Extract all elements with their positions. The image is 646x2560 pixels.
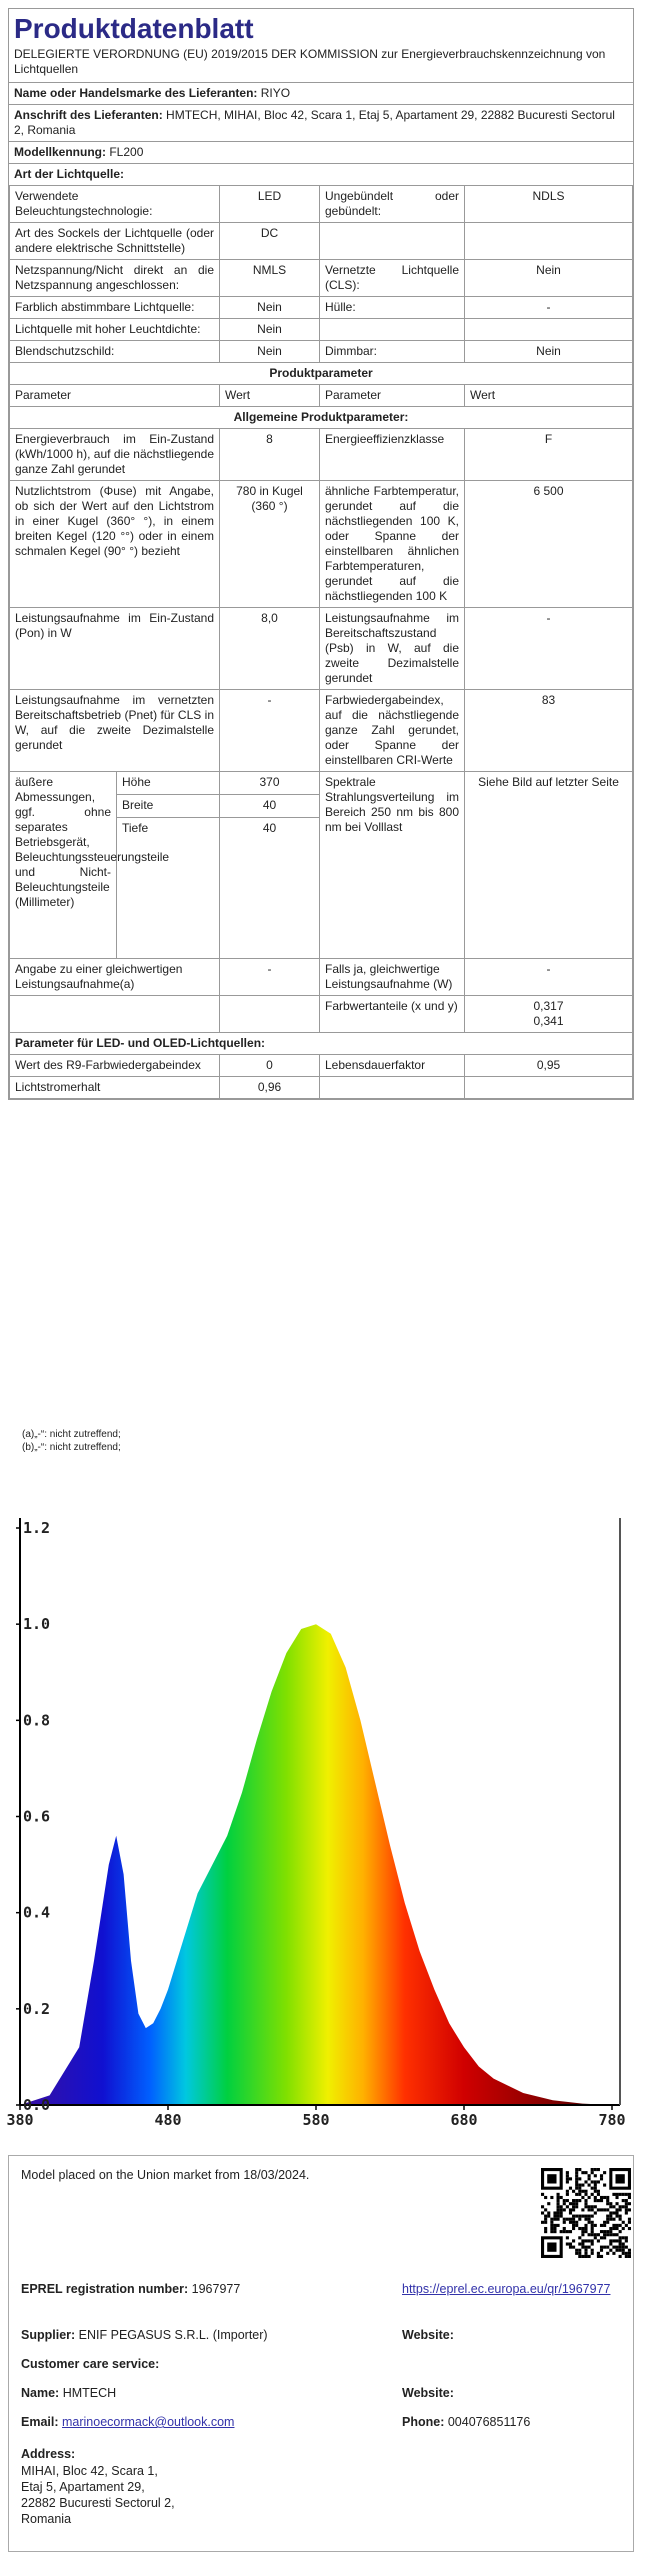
type-label-2 [320, 319, 465, 341]
website-2-label: Website: [402, 2386, 454, 2400]
type-row [10, 260, 633, 297]
height-value: 370 [220, 772, 320, 795]
parameter-value: - [220, 690, 320, 772]
dimensions-label: äußere Abmessungen, ggf. ohne separates Betriebsgerät, Beleuchtungssteuerungsteile und Nicht-Beleuchtungsteile (Millimeter) [10, 772, 117, 959]
equivalent-power-if-value: - [465, 959, 633, 996]
parameter-row [10, 690, 633, 772]
parameter-value: 8,0 [220, 608, 320, 690]
y-tick-label: 0.4 [23, 1903, 51, 1922]
lumen-maintenance-value: 0,96 [220, 1077, 320, 1099]
x-tick-label: 580 [302, 2111, 330, 2129]
x-tick-label: 780 [598, 2111, 626, 2129]
y-tick-label: 0.6 [23, 1807, 51, 1826]
chromaticity-x: 0,317 [533, 999, 564, 1013]
parameter-value: 780 in Kugel (360 °) [220, 481, 320, 608]
trademark-label: Name oder Handelsmarke des Lieferanten: [14, 86, 258, 100]
parameter-label: Nutzlichtstrom (Φuse) mit Angabe, ob sich der Wert auf den Lichtstrom in einer Kugel (360° °), in einem breiten Kegel (120 °°) oder in einem schmalen Kegel (90° °) bezieht [10, 481, 220, 608]
model-row [9, 141, 633, 163]
eprel-number: 1967977 [191, 2282, 241, 2296]
led-parameters-heading: Parameter für LED- und OLED-Lichtquellen: [10, 1033, 633, 1055]
website-label: Website: [402, 2328, 454, 2342]
name-value: HMTECH [62, 2386, 117, 2400]
r9-label: Wert des R9-Farbwiedergabeindex [10, 1055, 220, 1077]
qr-code-icon [541, 2168, 631, 2258]
parameter-label-2: Energieeffizienzklasse [320, 429, 465, 481]
depth-label: Tiefe [117, 818, 220, 841]
type-label: Verwendete Beleuchtungstechnologie: [10, 186, 220, 223]
equivalent-power-if-label: Falls ja, gleichwertige Leistungsaufnahme (W) [320, 959, 465, 996]
type-value: Nein [220, 297, 320, 319]
address-block [21, 2463, 175, 2527]
type-value: DC [220, 223, 320, 260]
col-header-value-2: Wert [465, 385, 633, 407]
email-label: Email: [21, 2415, 59, 2429]
width-value: 40 [220, 795, 320, 818]
type-row [10, 319, 633, 341]
depth-value: 40 [220, 818, 320, 841]
parameter-row [10, 481, 633, 608]
col-header-param-2: Parameter [320, 385, 465, 407]
model-label: Modellkennung: [14, 145, 106, 159]
col-header-param-1: Parameter [10, 385, 220, 407]
address-heading: Address: [21, 2447, 76, 2461]
supplier-label: Supplier: [21, 2328, 76, 2342]
type-label-2: Dimmbar: [320, 341, 465, 363]
survival-factor-value: 0,95 [465, 1055, 633, 1077]
eprel-info-card [8, 2155, 634, 2552]
parameter-row [10, 429, 633, 481]
market-placement-text: Model placed on the Union market from 18/03/2024. [21, 2168, 310, 2182]
phone-value: 004076851176 [447, 2415, 531, 2429]
survival-factor-label: Lebensdauerfaktor [320, 1055, 465, 1077]
type-label: Blendschutzschild: [10, 341, 220, 363]
type-value-2: NDLS [465, 186, 633, 223]
type-value: LED [220, 186, 320, 223]
address-label: Anschrift des Lieferanten: [14, 108, 163, 122]
parameter-label: Energieverbrauch im Ein-Zustand (kWh/1000 h), auf die nächstliegende ganze Zahl gerundet [10, 429, 220, 481]
parameter-value-2: 83 [465, 690, 633, 772]
type-row [10, 186, 633, 223]
equivalent-power-value: - [220, 959, 320, 996]
type-value: Nein [220, 319, 320, 341]
address-line: Romania [21, 2512, 72, 2526]
parameter-row [10, 608, 633, 690]
light-source-type-table [9, 185, 633, 363]
page-title: Produktdatenblatt [14, 13, 254, 44]
chromaticity-value [465, 996, 633, 1033]
parameter-label: Leistungsaufnahme im vernetzten Bereitschaftsbetrieb (Pnet) für CLS in W, auf die zweite Dezimalstelle gerundet [10, 690, 220, 772]
x-tick-label: 380 [6, 2111, 34, 2129]
spectral-distribution-label: Spektrale Strahlungsverteilung im Bereich 250 nm bis 800 nm bei Volllast [320, 772, 465, 959]
footnote-b: (b)„-“: nicht zutreffend; [22, 1442, 121, 1453]
chromaticity-y: 0,341 [533, 1014, 564, 1028]
supplier-value: ENIF PEGASUS S.R.L. (Importer) [78, 2328, 268, 2342]
type-value-2: - [465, 297, 633, 319]
customer-care-label: Customer care service: [21, 2357, 160, 2371]
parameter-value-2: - [465, 608, 633, 690]
address-line: 22882 Bucuresti Sectorul 2, [21, 2496, 175, 2510]
type-label: Lichtquelle mit hoher Leuchtdichte: [10, 319, 220, 341]
eprel-link[interactable]: https://eprel.ec.europa.eu/qr/1967977 [402, 2282, 611, 2296]
width-label: Breite [117, 795, 220, 818]
product-data-sheet [8, 8, 634, 1100]
supplier-address-row [9, 104, 633, 141]
type-value-2 [465, 223, 633, 260]
spectral-distribution-chart [0, 1500, 646, 2140]
address-line: Etaj 5, Apartament 29, [21, 2480, 145, 2494]
type-label-2: Hülle: [320, 297, 465, 319]
type-label: Art des Sockels der Lichtquelle (oder andere elektrische Schnittstelle) [10, 223, 220, 260]
type-value-2: Nein [465, 260, 633, 297]
type-value-2: Nein [465, 341, 633, 363]
type-row [10, 341, 633, 363]
y-tick-label: 1.2 [23, 1519, 51, 1537]
chromaticity-label: Farbwertanteile (x und y) [320, 996, 465, 1033]
product-parameters-heading: Produktparameter [10, 363, 633, 385]
type-label-2 [320, 223, 465, 260]
address-value: HMTECH, MIHAI, Bloc 42, Scara 1, Etaj 5, Apartament 29, 22882 Bucuresti Sectorul 2, Romania [14, 108, 615, 137]
y-tick-label: 0.2 [23, 1999, 51, 2018]
name-label: Name: [21, 2386, 60, 2400]
parameter-label-2: Leistungsaufnahme im Bereitschaftszustand (Psb) in W, auf die zweite Dezimalstelle gerundet [320, 608, 465, 690]
lumen-maintenance-label: Lichtstromerhalt [10, 1077, 220, 1099]
type-row [10, 223, 633, 260]
footnote-a: (a)„-“: nicht zutreffend; [22, 1429, 121, 1440]
spectral-distribution-value: Siehe Bild auf letzter Seite [465, 772, 633, 959]
product-parameters-table [9, 362, 633, 1099]
y-tick-label: 0.8 [23, 1711, 51, 1730]
parameter-label-2: ähnliche Farbtemperatur, gerundet auf die nächstliegenden 100 K, oder Spanne der einstellbaren ähnlichen Farbtemperaturen, gerundet auf die nächstliegenden 100 K [320, 481, 465, 608]
type-row [10, 297, 633, 319]
height-label: Höhe [117, 772, 220, 795]
type-label: Farblich abstimmbare Lichtquelle: [10, 297, 220, 319]
footnotes [8, 1428, 632, 1454]
parameter-value-2: 6 500 [465, 481, 633, 608]
parameter-label-2: Farbwiedergabeindex, auf die nächstliegende ganze Zahl gerundet, oder Spanne der einstellbaren CRI-Werte [320, 690, 465, 772]
supplier-trademark-row [9, 82, 633, 104]
address-line: MIHAI, Bloc 42, Scara 1, [21, 2464, 158, 2478]
col-header-value-1: Wert [220, 385, 320, 407]
type-label-2: Ungebündelt oder gebündelt: [320, 186, 465, 223]
regulation-subtitle: DELEGIERTE VERORDNUNG (EU) 2019/2015 DER KOMMISSION zur Energieverbrauchskennzeichnung von Lichtquellen [14, 47, 606, 76]
parameter-value-2: F [465, 429, 633, 481]
model-value: FL200 [109, 145, 144, 159]
y-tick-label: 1.0 [23, 1615, 51, 1634]
eprel-label: EPREL registration number: [21, 2282, 189, 2296]
x-tick-label: 480 [154, 2111, 182, 2129]
general-parameters-heading: Allgemeine Produktparameter: [10, 407, 633, 429]
email-link[interactable]: marinoecormack@outlook.com [62, 2415, 235, 2429]
parameter-label: Leistungsaufnahme im Ein-Zustand (Pon) in W [10, 608, 220, 690]
parameter-value: 8 [220, 429, 320, 481]
phone-label: Phone: [402, 2415, 445, 2429]
equivalent-power-label: Angabe zu einer gleichwertigen Leistungsaufnahme(a) [10, 959, 220, 996]
type-label: Netzspannung/Nicht direkt an die Netzspannung angeschlossen: [10, 260, 220, 297]
type-value-2 [465, 319, 633, 341]
type-value: Nein [220, 341, 320, 363]
spectrum-area [20, 1624, 612, 2105]
y-tick-label: 0.0 [23, 2096, 51, 2114]
light-source-type-heading: Art der Lichtquelle: [9, 163, 633, 186]
type-label-2: Vernetzte Lichtquelle (CLS): [320, 260, 465, 297]
trademark-value: RIYO [260, 86, 291, 100]
type-value: NMLS [220, 260, 320, 297]
r9-value: 0 [220, 1055, 320, 1077]
x-tick-label: 680 [450, 2111, 478, 2129]
